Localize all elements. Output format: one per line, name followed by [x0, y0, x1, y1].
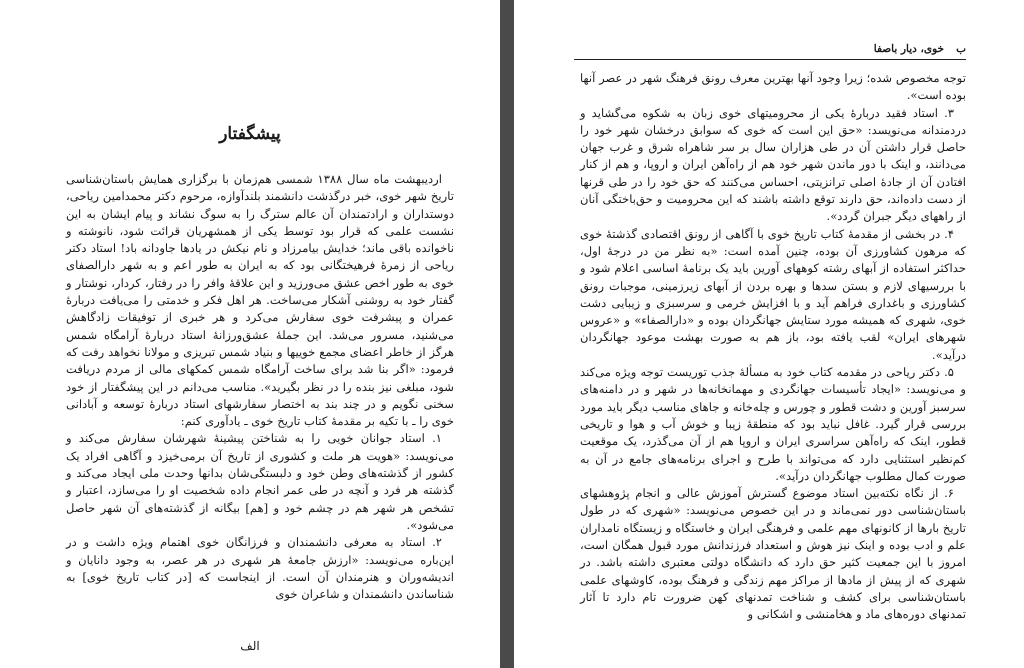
running-header	[574, 43, 966, 60]
page-gutter	[500, 0, 514, 668]
left-page	[0, 0, 500, 668]
paragraph: ۵. دکتر ریاحی در مقدمه کتاب خود به مسألهٔ جذب توریست توجه ویژه می‌کند و می‌نویسد: «ایجاد تأسیسات جهانگردی و مهمانخانه‌ها در شهر و در دامنه‌های سرسبز آورین و دشت قطور و چورس و چله‌خانه و جاهای مناسب دیگر باید مورد بررسی قرار گیرد. غافل نباید بود که منطقهٔ زیبا و خوش آب و هوا و تاریخی قطور، اینک که راه‌آهن سراسری ایران و اروپا هم از آن می‌گذرد، یک موقعیت کم‌نظیر استثنایی دارد که می‌تواند با طرح و اجرای برنامه‌های جامع در آن به صورت کمال مطلوب جهانگردان درآید».	[580, 365, 966, 483]
paragraph: توجه مخصوص شده؛ زیرا وجود آنها بهترین معرف رونق فرهنگ شهر در عصر آنها بوده است».	[580, 71, 966, 103]
paragraph: ۲. استاد به معرفی دانشمندان و فرزانگان خوی اهتمام ویژه داشت و در این‌باره می‌نویسد: «ارزش جامعهٔ هر شهری در هر عصر، به وجود دانایان و اندیشه‌وران و هنرمندان آن است. از اینجاست که [در کتاب تاریخ خوی] به شناساندن دانشمندان و شاعران خوی	[66, 535, 454, 602]
page-number: ب	[956, 43, 966, 55]
right-page-body	[580, 70, 966, 624]
paragraph: ۳. استاد فقید دربارهٔ یکی از محرومیتهای خوی زبان به شکوه می‌گشاید و دردمندانه می‌نویسد: «حق این است که خوی که سوابق درخشان شهر خود را حاصل قرار داشتن آن در طی هزاران سال بر سر شاهراه شرق و غرب جهان می‌دانند، و اینک با دور ماندن شهر خود هم از راه‌آهن ایران و اروپا، و هم از کنار افتادن آن از جادهٔ اصلی ترانزیتی، احساس می‌کنند که حق خود را در طی قرنها از دست داده‌اند، حق دارند توقع داشته باشند که این محرومیت و حق‌باختگی آنان از راههای دیگر جبران گردد».	[580, 105, 966, 224]
running-title: خوی، دیار باصفا	[873, 43, 944, 55]
paragraph: ۶. از نگاه نکته‌بین استاد موضوع گسترش آموزش عالی و انجام پژوهشهای باستان‌شناسی دور نمی‌ماند و در این خصوص می‌نویسد: «شهری که در طول تاریخ بارها از کانونهای مهم علمی و فرهنگی ایران و خاستگاه و زیستگاه نامداران علم و ادب بوده و اینک نیز هوش و استعداد فرزندانش مورد قبول همگان است، امروز با این جمعیت کثیر حق دارد که دانشگاه دولتی معتبری داشته باشد. در شهری که از پیش از مادها از مراکز مهم زندگی و فرهنگ بوده، کاوشهای علمی باستان‌شناسی برای کشف و شناخت تمدنهای کهن ضرورت تام دارد تا آثار تمدنهای دوره‌های ماد و هخامنشی و اشکانی و	[580, 486, 966, 622]
paragraph: ۱. استاد جوانان خویی را به شناختن پیشینهٔ شهرشان سفارش می‌کند و می‌نویسد: «هویت هر ملت و کشوری از تاریخ آن برمی‌خیزد و آگاهی افراد یک کشور از گذشته‌های وطن خود و دلبستگی‌شان بدانها وحدت ملی ایجاد می‌کند و گذشته هر فرد و آنچه در طی عمر انجام داده شخصیت او را می‌سازد، اعتبار و تشخص هر شهر هم در چشم خود و [هم] بیگانه از گذشته‌های آن شهر حاصل می‌شود».	[66, 431, 454, 532]
paragraph: اردیبهشت ماه سال ۱۳۸۸ شمسی هم‌زمان با برگزاری همایش باستان‌شناسی تاریخ شهر خوی، خبر درگذشت دانشمند بلندآوازه، مرحوم دکتر محمدامین ریاحی، دوستداران و ارادتمندان آن عالم سترگ را به سوگ نشاند و پیام ایشان به این نشست علمی که قرار بود توسط یکی از همشهریان قرائت شود، نانوشته و ناخوانده باقی ماند؛ خدایش بیامرزاد و نام نیکش در یادها جاودانه باد! استاد دکتر ریاحی از زمرهٔ فرهیختگانی بود که به ایران به طور اعم و به شهر دارالصفای خوی به طور اخص عشق می‌ورزید و این علاقهٔ وافر را در رفتار، کردار، نوشتار و گفتار خود به روشنی آشکار می‌ساخت. هر اهل فکر و خدمتی را می‌یافت دربارهٔ عمران و پیشرفت خوی سفارش می‌کرد و هر خبری از توفیقات زادگاهش می‌شنید، مسرور می‌شد. این جملهٔ عشق‌ورزانهٔ استاد دربارهٔ آرامگاه شمس هرگز از خاطر اعضای مجمع خوییها و بنیاد شمس تبریزی و مولانا نخواهد رفت که فرمود: «اگر بنا شد برای ساخت آرامگاه شمس کمکهای مالی از مردم دریافت شود، مبلغی نیز بنده را در نظر بگیرید». مناسب می‌دانم در این پیشگفتار از خود سخنی نگویم و در چند بند به اختصار سفارشهای استاد دربارهٔ توسعه و آبادانی خوی را ـ با تکیه بر مقدمهٔ کتاب تاریخ خوی ـ یادآوری کنم:	[66, 172, 454, 429]
left-page-body	[66, 171, 454, 603]
page-number: الف	[240, 639, 260, 653]
paragraph: ۴. در بخشی از مقدمهٔ کتاب تاریخ خوی با آگاهی از رونق اقتصادی گذشتهٔ خوی که مرهون کشاورزی آن بوده، چنین آمده است: «به نظر من در درجهٔ اول، حداکثر استفاده از آبهای رشته کوههای آورین باید یک برنامهٔ اساسی اعلام شود و با بررسیهای لازم و بستن سدها و بهره بردن از آبهای زیرزمینی، موجبات رونق کشاورزی و باغداری فراهم آید و با افزایش خرمی و سرسبزی و زیبایی دشت خوی، شهری که همیشه مورد ستایش جهانگردان بوده و «دارالصفاء» و «عروس شهرهای ایران» لقب یافته بود، باز هم به صورت بهشت موعود جهانگردان درآید».	[580, 226, 966, 362]
page-title: پیشگفتار	[219, 124, 281, 144]
right-page	[514, 0, 1024, 668]
